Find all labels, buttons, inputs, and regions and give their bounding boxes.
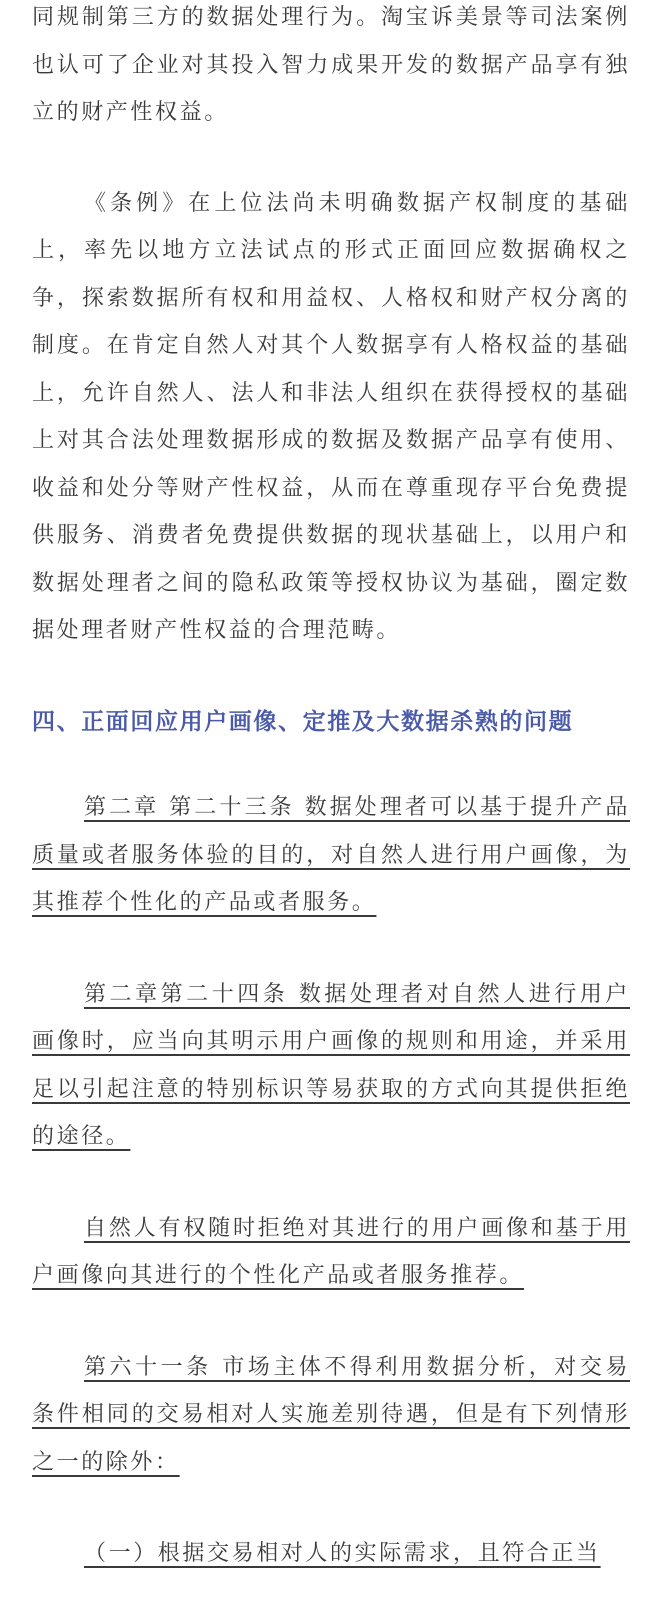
law-article-61: 第六十一条 市场主体不得利用数据分析，对交易条件相同的交易相对人实施差别待遇，但是有下列情形之一的除外： [32,1354,630,1475]
article-body [32,0,630,1578]
law-right-to-refuse: 自然人有权随时拒绝对其进行的用户画像和基于用户画像向其进行的个性化产品或者服务推荐。 [32,1215,630,1288]
paragraph-regulation-rights: 《条例》在上位法尚未明确数据产权制度的基础上，率先以地方立法试点的形式正面回应数据确权之争，探索数据所有权和用益权、人格权和财产权分离的制度。在肯定自然人对其个人数据享有人格权益的基础上，允许自然人、法人和非法人组织在获得授权的基础上对其合法处理数据形成的数据及数据产品享有使用、收益和处分等财产性权益，从而在尊重现存平台免费提供服务、消费者免费提供数据的现状基础上，以用户和数据处理者之间的隐私政策等授权协议为基础，圈定数据处理者财产性权益的合理范畴。 [32,190,630,643]
law-article-24: 第二章第二十四条 数据处理者对自然人进行用户画像时，应当向其明示用户画像的规则和用途，并采用足以引起注意的特别标识等易获取的方式向其提供拒绝的途径。 [32,981,630,1149]
law-article-23: 第二章 第二十三条 数据处理者可以基于提升产品质量或者服务体验的目的，对自然人进行用户画像，为其推荐个性化的产品或者服务。 [32,795,630,915]
section-heading-4: 四、正面回应用户画像、定推及大数据杀熟的问题 [32,708,574,735]
paragraph-data-products: 同规制第三方的数据处理行为。淘宝诉美景等司法案例也认可了企业对其投入智力成果开发的数据产品享有独立的财产性权益。 [32,5,630,125]
law-article-61-item-1: （一）根据交易相对人的实际需求，且符合正当 [84,1541,601,1566]
